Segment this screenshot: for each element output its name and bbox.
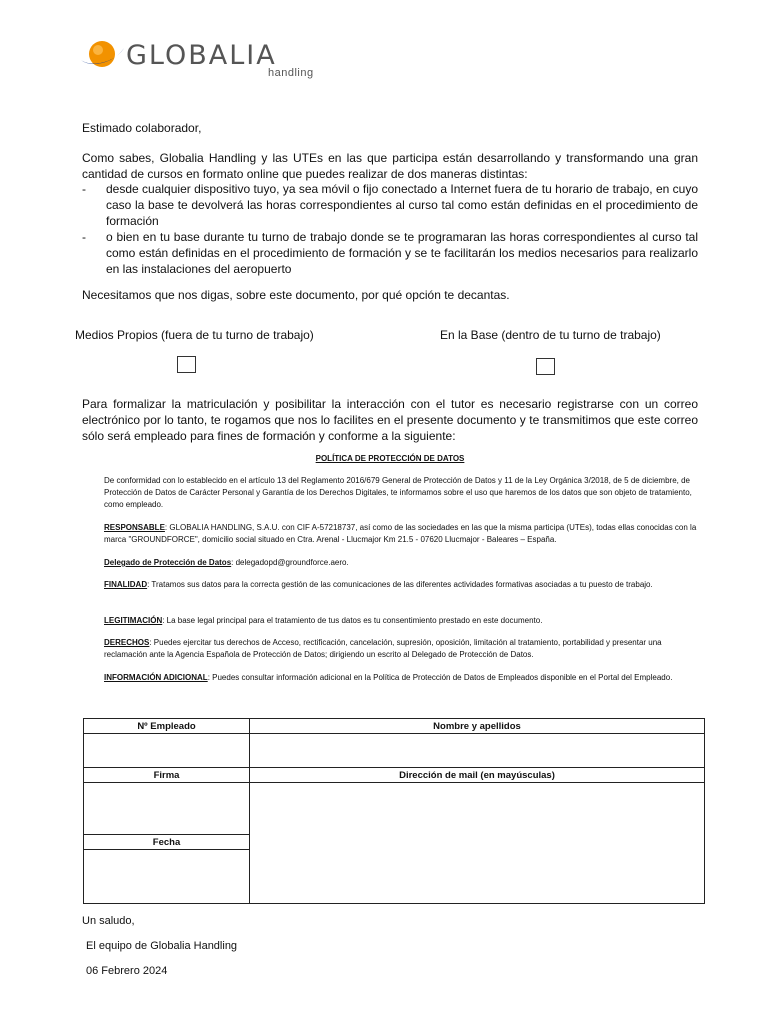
- policy-info-adicional: [104, 672, 700, 684]
- list-item-text: o bien en tu base durante tu turno de trabajo donde se te programaran las horas correspondientes al curso tal como están definidas en el procedimiento de formación y se te facilitarán los medios necesarios para realizarlo en las instalaciones del aeropuerto: [106, 230, 698, 276]
- intro-paragraph: Como sabes, Globalia Handling y las UTEs en las que participa están desarrollando y transformando una gran cantidad de cursos en formato online que puedes realizar de dos maneras distintas:: [82, 151, 698, 181]
- policy-responsable-label: RESPONSABLE: [104, 523, 165, 532]
- policy-responsable-text: : GLOBALIA HANDLING, S.A.U. con CIF A-57218737, así como de las sociedades en las que la misma participa (UTEs), todas ellas conocidas con la marca "GROUNDFORCE", domicilio social situado en Ctra. Arenal - Llucmajor Km 21.5 - 07620 Llucmajor - Baleares – España.: [104, 523, 697, 544]
- list-item: [82, 229, 698, 277]
- policy-legitimacion-label: LEGITIMACIÓN: [104, 616, 163, 625]
- signature-field[interactable]: [84, 783, 250, 835]
- option-at-base-checkbox[interactable]: [536, 358, 555, 375]
- policy-info-text: : Puedes consultar información adicional en la Política de Protección de Datos de Empleados disponible en el Portal del Empleado.: [207, 673, 673, 682]
- policy-derechos: [104, 637, 700, 661]
- greeting: Estimado colaborador,: [82, 121, 202, 135]
- letter-date: 06 Febrero 2024: [86, 965, 168, 977]
- farewell: Un saludo,: [82, 915, 135, 927]
- policy-title: POLÍTICA DE PROTECCIÓN DE DATOS: [315, 454, 465, 463]
- date-header: Fecha: [84, 835, 250, 850]
- policy-responsable: [104, 522, 700, 546]
- policy-legitimacion: [104, 615, 700, 627]
- list-item: [82, 181, 698, 229]
- policy-intro: De conformidad con lo establecido en el artículo 13 del Reglamento 2016/679 General de Protección de Datos y 11 de la Ley Orgánica 3/2018, de 5 de diciembre, de Protección de Datos de Carácter Personal y Garantía de los Derechos Digitales, te informamos sobre el uso que haremos de los datos que son objeto de tratamiento, como empleado.: [104, 476, 692, 509]
- policy-info-label: INFORMACIÓN ADICIONAL: [104, 673, 208, 682]
- option-own-means-label: Medios Propios (fuera de tu turno de trabajo): [75, 328, 314, 342]
- brand-subtitle: handling: [268, 67, 314, 79]
- request-paragraph: Necesitamos que nos digas, sobre este documento, por qué opción te decantas.: [82, 288, 510, 302]
- full-name-header: Nombre y apellidos: [250, 719, 705, 734]
- sender-team: El equipo de Globalia Handling: [86, 940, 238, 952]
- employee-form-table: [83, 718, 705, 904]
- list-dash: -: [82, 230, 86, 244]
- option-own-means-checkbox[interactable]: [177, 356, 196, 373]
- policy-delegado-text: : delegadopd@groundforce.aero.: [231, 558, 349, 567]
- date-field[interactable]: [84, 850, 250, 904]
- signature-header: Firma: [84, 768, 250, 783]
- employee-number-header: Nº Empleado: [84, 719, 250, 734]
- policy-delegado-label: Delegado de Protección de Datos: [104, 558, 232, 567]
- policy-finalidad: [104, 579, 700, 591]
- option-at-base-label: En la Base (dentro de tu turno de trabajo): [440, 328, 661, 342]
- policy-legitimacion-text: : La base legal principal para el tratamiento de tus datos es tu consentimiento prestado en este documento.: [162, 616, 543, 625]
- policy-delegado: [104, 557, 700, 569]
- policy-derechos-text: : Puedes ejercitar tus derechos de Acceso, rectificación, cancelación, supresión, oposición, limitación al tratamiento, portabilidad y presentar una reclamación ante la Agencia Española de Protección de Datos; dirigiendo un escrito al Delegado de Protección de Datos.: [104, 638, 662, 659]
- email-field[interactable]: [250, 783, 705, 904]
- registration-paragraph: Para formalizar la matriculación y posibilitar la interacción con el tutor es necesario registrarse con un correo electrónico por lo tanto, te rogamos que nos lo facilites en el presente documento y te transmitimos que este correo sólo será empleado para fines de formación y conforme a la siguiente:: [82, 397, 698, 443]
- policy-finalidad-label: FINALIDAD: [104, 580, 148, 589]
- policy-finalidad-text: : Tratamos sus datos para la correcta gestión de las comunicaciones de las diferentes actividades formativas asociadas a tu puesto de trabajo.: [147, 580, 653, 589]
- email-header: Dirección de mail (en mayúsculas): [250, 768, 705, 783]
- globe-swoosh-icon: [80, 38, 126, 78]
- company-logo: [80, 38, 320, 82]
- list-item-text: desde cualquier dispositivo tuyo, ya sea móvil o fijo conectado a Internet fuera de tu horario de trabajo, en cuyo caso la base te devolverá las horas correspondientes al curso tal como están definidas en el procedimiento de formación: [106, 182, 698, 228]
- list-dash: -: [82, 182, 86, 196]
- brand-name: GLOBALIA: [126, 40, 277, 71]
- policy-derechos-label: DERECHOS: [104, 638, 150, 647]
- employee-number-field[interactable]: [84, 734, 250, 768]
- full-name-field[interactable]: [250, 734, 705, 768]
